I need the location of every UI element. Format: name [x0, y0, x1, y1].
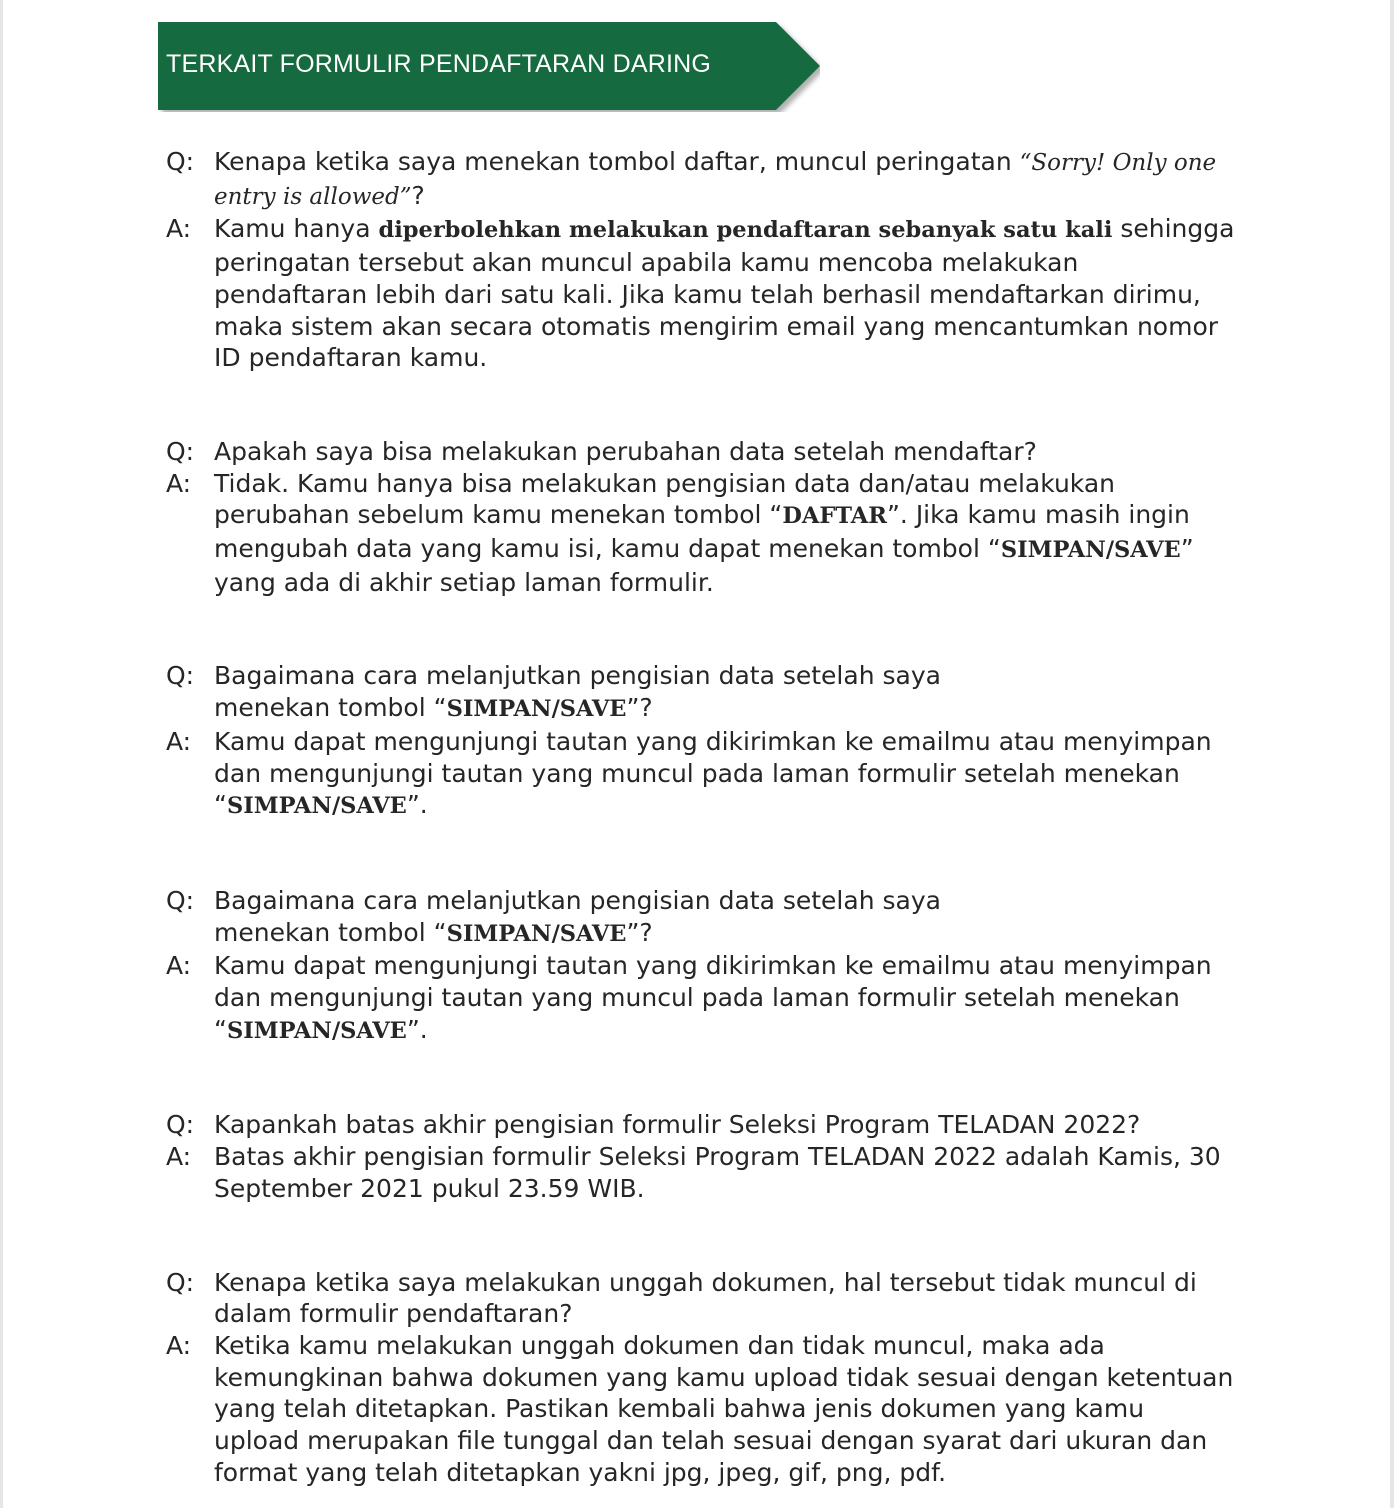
answer-text-part: Kamu dapat mengunjungi tautan yang dikirimkan ke emailmu atau menyimpan dan mengunjungi tautan yang muncul pada laman formulir setelah menekan “ [214, 951, 1212, 1044]
answer-text-part: ”. [406, 790, 428, 820]
faq-item [166, 146, 1236, 374]
question-text-part: Kapankah batas akhir pengisian formulir Seleksi Program TELADAN 2022? [214, 1110, 1141, 1140]
faq-item [166, 436, 1236, 599]
answer-prefix: A: [166, 468, 192, 498]
faq-item [166, 885, 1236, 1048]
faq-answer [166, 1141, 1236, 1204]
answer-text-part: Tidak. Kamu hanya bisa melakukan pengisian data dan/atau melakukan perubahan sebelum kamu menekan tombol “ [214, 468, 1116, 530]
answer-text [214, 950, 1236, 1047]
answer-text-part: ” yang ada di akhir setiap laman formulir. [214, 534, 1194, 597]
answer-text [214, 213, 1236, 374]
answer-text-part: Kamu dapat mengunjungi tautan yang dikirimkan ke emailmu atau menyimpan dan mengunjungi tautan yang muncul pada laman formulir setelah menekan “ [214, 726, 1212, 820]
faq-answer [166, 213, 1236, 374]
question-text [214, 146, 1236, 213]
question-prefix: Q: [166, 1110, 195, 1140]
faq-answer [166, 726, 1236, 823]
question-text-part: ? [411, 180, 425, 210]
answer-prefix: A: [166, 951, 192, 981]
answer-text-part: ”. Jika kamu masih ingin mengubah data yang kamu isi, kamu dapat menekan tombol “ [214, 500, 1190, 564]
faq-question [166, 146, 1236, 213]
faq-answer [166, 1330, 1236, 1489]
question-prefix: Q: [166, 147, 195, 176]
question-text-part: Kenapa ketika saya melakukan unggah dokumen, hal tersebut tidak muncul di dalam formulir pendaftaran? [214, 1267, 1197, 1329]
answer-text [214, 1141, 1236, 1204]
faq-item [166, 660, 1236, 823]
faq-answer [166, 950, 1236, 1047]
question-text-part: Bagaimana cara melanjutkan pengisian data setelah saya menekan tombol “ [214, 661, 941, 723]
answer-text-part: sehingga peringatan tersebut akan muncul apabila kamu mencoba melakukan pendaftaran lebih dari satu kali. Jika kamu telah berhasil mendaftarkan dirimu, maka sistem akan secara otomatis mengirim email yang mencantumkan nomor ID pendaftaran kamu. [214, 214, 1235, 373]
faq-question [166, 436, 1236, 468]
answer-prefix: A: [166, 214, 192, 244]
faq-list [166, 146, 1236, 1489]
question-text-part: Bagaimana cara melanjutkan pengisian data setelah saya menekan tombol “ [214, 885, 941, 947]
answer-text-part: Batas akhir pengisian formulir Seleksi Program TELADAN 2022 adalah Kamis, 30 September 2021 pukul 23.59 WIB. [214, 1142, 1221, 1203]
answer-text-part: ”. [406, 1014, 428, 1044]
answer-text [214, 726, 1236, 823]
question-text [214, 1109, 1236, 1141]
faq-item [166, 1267, 1236, 1489]
answer-text-part: Ketika kamu melakukan unggah dokumen dan tidak muncul, maka ada kemungkinan bahwa dokumen yang kamu upload tidak sesuai dengan ketentuan yang telah ditetapkan. Pastikan kembali bahwa jenis dokumen yang kamu upload merupakan file tunggal dan telah sesuai dengan syarat dari ukuran dan format yang telah ditetapkan yakni jpg, jpeg, gif, png, pdf. [214, 1330, 1234, 1487]
faq-item [166, 1109, 1236, 1204]
page-edge-right [1390, 0, 1394, 1508]
page-edge-left [0, 0, 3, 1508]
faq-question [166, 1267, 1236, 1330]
button-name-simpan: SIMPAN/SAVE [446, 696, 627, 723]
question-text-part: ”? [626, 917, 653, 947]
answer-text-part: Kamu hanya [214, 214, 379, 244]
warning-quote: “Sorry! Only one entry is allowed” [214, 150, 1217, 210]
faq-question [166, 885, 1236, 950]
faq-question [166, 1109, 1236, 1141]
answer-text [214, 468, 1236, 599]
question-text [214, 1267, 1236, 1330]
button-name-simpan: SIMPAN/SAVE [226, 793, 407, 820]
banner-title: TERKAIT FORMULIR PENDAFTARAN DARING [166, 50, 712, 78]
question-prefix: Q: [166, 436, 195, 466]
question-prefix: Q: [166, 1267, 195, 1297]
answer-emphasis: diperbolehkan melakukan pendaftaran sebanyak satu kali [378, 217, 1113, 244]
question-text-part: Apakah saya bisa melakukan perubahan data setelah mendaftar? [214, 436, 1037, 466]
question-text [214, 660, 1034, 725]
question-prefix: Q: [166, 661, 195, 691]
question-text [214, 885, 1034, 950]
answer-prefix: A: [166, 1330, 192, 1360]
question-text [214, 436, 1236, 468]
button-name-simpan: SIMPAN/SAVE [1000, 537, 1181, 564]
button-name-simpan: SIMPAN/SAVE [446, 920, 627, 947]
section-banner [158, 22, 820, 112]
faq-answer [166, 468, 1236, 599]
question-text-part: Kenapa ketika saya menekan tombol daftar, muncul peringatan [214, 147, 1020, 176]
answer-text [214, 1330, 1236, 1489]
faq-question [166, 660, 1236, 725]
answer-prefix: A: [166, 726, 192, 756]
button-name-daftar: DAFTAR [782, 503, 887, 530]
answer-prefix: A: [166, 1142, 192, 1172]
button-name-simpan: SIMPAN/SAVE [226, 1017, 407, 1044]
question-prefix: Q: [166, 885, 195, 915]
question-text-part: ”? [626, 693, 653, 723]
